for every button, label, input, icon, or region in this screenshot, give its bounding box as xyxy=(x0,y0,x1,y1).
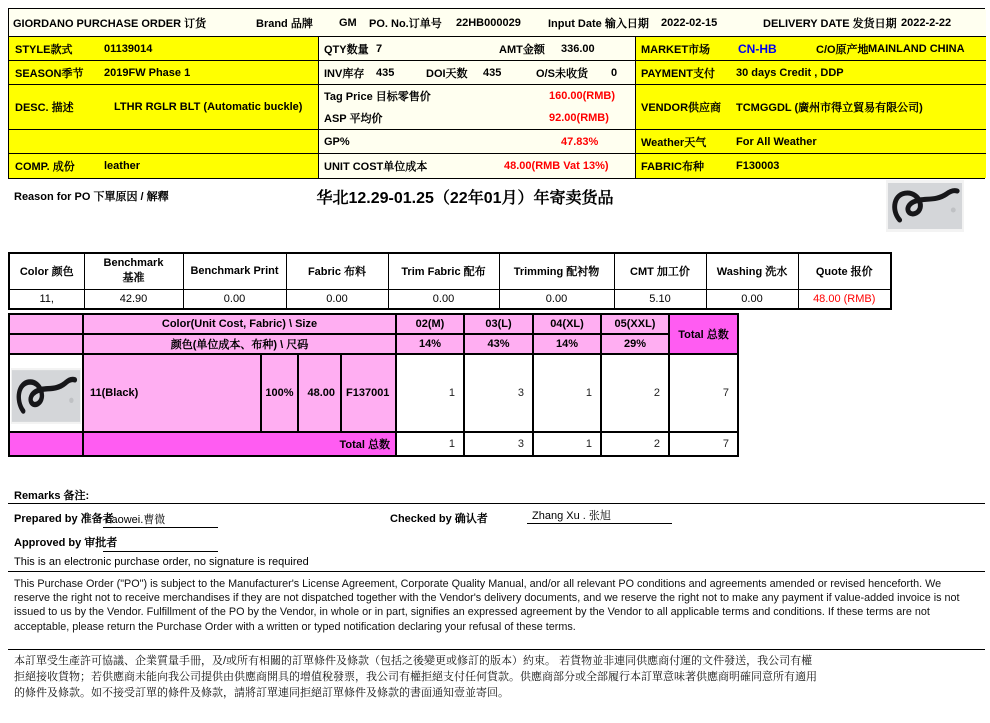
qty-amt-cell xyxy=(319,37,636,61)
approved-by-label: Approved by 审批者 xyxy=(14,537,118,549)
total-03l: 3 xyxy=(464,432,533,456)
divider-line-1 xyxy=(8,503,985,504)
price-cell xyxy=(319,85,636,130)
col-benchmark-print: Benchmark Print xyxy=(183,253,286,289)
col-fabric: Fabric 布料 xyxy=(286,253,388,289)
payment-value: 30 days Credit , DDP xyxy=(736,66,844,79)
legal-zh-line-3: 的條件及條款。如不接受訂單的條件及條款，請將訂單連同拒絕訂單條件及條款的書面通知壹並寄回。 xyxy=(14,686,509,699)
market-label: MARKET市场 xyxy=(641,43,711,56)
market-cell xyxy=(636,37,986,61)
total-04xl: 1 xyxy=(533,432,601,456)
cost-table-header-row xyxy=(9,253,891,289)
prepared-by-label: Prepared by 准备者 xyxy=(14,513,114,525)
po-reason-title: 华北12.29-01.25（22年01月）年寄卖货品 xyxy=(316,190,614,207)
size-header-row-2 xyxy=(9,334,738,354)
legal-terms-en: This Purchase Order ("PO") is subject to the Manufacturer's License Agreement, Corporate Quality Manual, and/or all relevant PO conditions and agreements amended or revised henceforth. We reserve the right not to receive merchandises if they are not dispatched together with the Vendor's delivery documents, and we reserve the right not to make any payment if value-added invoice is not issued to us by the Vendor. Fulfillment of the PO by the Vendor, in whole or in part, signifies an expressed agreement by the Vendor to all applicable terms and conditions. If these terms are not acceptable, please return the Purchase Order with a written or typed notification declaring your refusal of these terms. xyxy=(14,578,960,633)
size-header-title-cn: 颜色(单位成本、布种) \ 尺码 xyxy=(83,334,396,354)
qty-02m: 1 xyxy=(396,354,464,432)
size-total-row xyxy=(9,432,738,456)
ratio-05xxl: 29% xyxy=(601,334,669,354)
ratio-03l: 43% xyxy=(464,334,533,354)
prepared-signature-line xyxy=(103,527,218,528)
cost-breakdown-table xyxy=(8,252,892,310)
style-value: 01139014 xyxy=(104,42,153,55)
co-label: C/O原产地 xyxy=(816,43,869,56)
colorway-cost: 48.00 xyxy=(298,354,341,432)
doi-value: 435 xyxy=(483,66,502,79)
empty-yellow-cell xyxy=(9,130,319,154)
qty-label: QTY数量 xyxy=(324,43,369,56)
col-trimming: Trimming 配衬物 xyxy=(499,253,614,289)
divider-line-3 xyxy=(8,649,985,650)
comp-label: COMP. 成份 xyxy=(15,161,75,173)
doc-title: GIORDANO PURCHASE ORDER 订货 xyxy=(13,17,207,30)
grand-total: 7 xyxy=(669,432,738,456)
size-data-row xyxy=(9,354,738,432)
belt-photo-small xyxy=(11,368,81,424)
total-05xxl: 2 xyxy=(601,432,669,456)
checked-by-value: Zhang Xu . 张旭 xyxy=(532,510,611,522)
size-03l: 03(L) xyxy=(464,314,533,334)
size-header-title: Color(Unit Cost, Fabric) \ Size xyxy=(83,314,396,334)
checked-signature-line xyxy=(527,523,672,524)
style-cell xyxy=(9,37,319,61)
ratio-02m: 14% xyxy=(396,334,464,354)
col-washing: Washing 洗水 xyxy=(706,253,798,289)
electronic-note: This is an electronic purchase order, no signature is required xyxy=(14,556,309,568)
payment-label: PAYMENT支付 xyxy=(641,67,715,80)
quote-value: 48.00 (RMB) xyxy=(798,289,891,309)
vendor-value: TCMGGDL (廣州市得立貿易有限公司) xyxy=(736,102,923,114)
colorway-pct: 100% xyxy=(261,354,298,432)
co-value: MAINLAND CHINA xyxy=(868,42,965,55)
season-value: 2019FW Phase 1 xyxy=(104,66,191,79)
legal-zh-line-1: 本訂單受生產許可協議、企業質量手冊，及/或所有相關的訂單條件及條款（包括之後變更或修訂的版本）約束。 若貨物並非連同供應商付運的文件發送，我公司有權 xyxy=(14,655,813,667)
trim-fabric-value: 0.00 xyxy=(388,289,499,309)
season-label: SEASON季节 xyxy=(15,67,84,80)
market-value: CN-HB xyxy=(738,41,777,56)
qty-04xl: 1 xyxy=(533,354,601,432)
gp-cell xyxy=(319,130,636,154)
inv-label: INV库存 xyxy=(324,67,365,80)
amt-value: 336.00 xyxy=(561,42,595,55)
fabric-cost-value: 0.00 xyxy=(286,289,388,309)
vendor-cell xyxy=(636,85,986,130)
cost-table-data-row xyxy=(9,289,891,309)
inv-value: 435 xyxy=(376,66,395,79)
size-05xxl: 05(XXL) xyxy=(601,314,669,334)
legal-zh-line-2: 拒絕接收貨物；若供應商未能向我公司提供由供應商開具的增值稅發票，我公司有權拒絕支付任何貨款。供應商部分或全部履行本訂單意味著供應商明確同意所有適用 xyxy=(14,670,817,683)
qty-03l: 3 xyxy=(464,354,533,432)
vendor-label: VENDOR供应商 xyxy=(641,102,722,114)
tag-price-label: Tag Price 目标零售价 xyxy=(324,91,431,103)
payment-cell xyxy=(636,61,986,85)
desc-cell xyxy=(9,85,319,130)
doi-label: DOI天数 xyxy=(426,67,468,80)
desc-label: DESC. 描述 xyxy=(15,102,74,114)
belt-photo-graphic xyxy=(886,180,964,232)
weather-cell xyxy=(636,130,986,154)
asp-row xyxy=(319,107,635,129)
total-02m: 1 xyxy=(396,432,464,456)
amt-label: AMT金额 xyxy=(499,43,545,56)
size-header-image-spacer-2 xyxy=(9,334,83,354)
size-header-row-1 xyxy=(9,314,738,334)
remarks-label: Remarks 备注: xyxy=(14,490,90,502)
po-number-label: PO. No.订单号 xyxy=(369,17,442,30)
asp-value: 92.00(RMB) xyxy=(549,112,609,124)
tag-price-row xyxy=(319,85,635,107)
total-header: Total 总数 xyxy=(669,314,738,354)
row-belt-photo-cell xyxy=(9,354,83,432)
col-trim-fabric: Trim Fabric 配布 xyxy=(388,253,499,289)
delivery-date-value: 2022-2-22 xyxy=(901,16,952,29)
comp-value: leather xyxy=(104,160,141,172)
cmt-value: 5.10 xyxy=(614,289,706,309)
po-number-value: 22HB000029 xyxy=(456,16,521,29)
ratio-04xl: 14% xyxy=(533,334,601,354)
prepared-by-value: caowei.曹微 xyxy=(106,514,166,526)
po-header-block xyxy=(8,8,985,179)
desc-value: LTHR RGLR BLT (Automatic buckle) xyxy=(114,101,303,113)
unit-cost-value: 48.00(RMB Vat 13%) xyxy=(504,160,609,172)
qty-row-total: 7 xyxy=(669,354,738,432)
benchmark-print-value: 0.00 xyxy=(183,289,286,309)
input-date-value: 2022-02-15 xyxy=(661,16,718,29)
gp-label: GP% xyxy=(324,135,350,148)
comp-cell xyxy=(9,154,319,178)
total-row-spacer xyxy=(9,432,83,456)
size-header-image-spacer xyxy=(9,314,83,334)
colorway-name: 11(Black) xyxy=(83,354,261,432)
weather-value: For All Weather xyxy=(736,135,817,148)
unit-cost-cell xyxy=(319,154,636,178)
colorway-fabric: F137001 xyxy=(341,354,396,432)
banner-row xyxy=(9,9,986,37)
fabric-label: FABRIC布种 xyxy=(641,161,704,173)
total-row-label: Total 总数 xyxy=(83,432,396,456)
washing-value: 0.00 xyxy=(706,289,798,309)
brand-label: Brand 品牌 xyxy=(256,17,313,30)
approved-signature-line xyxy=(103,551,218,552)
col-color: Color 颜色 xyxy=(9,253,84,289)
qty-05xxl: 2 xyxy=(601,354,669,432)
os-label: O/S未收货 xyxy=(536,67,588,80)
input-date-label: Input Date 输入日期 xyxy=(548,17,649,30)
season-cell xyxy=(9,61,319,85)
tag-price-value: 160.00(RMB) xyxy=(549,90,616,102)
unit-cost-label: UNIT COST单位成本 xyxy=(324,161,428,173)
weather-label: Weather天气 xyxy=(641,136,707,149)
gp-value: 47.83% xyxy=(561,135,599,148)
size-04xl: 04(XL) xyxy=(533,314,601,334)
trimming-value: 0.00 xyxy=(499,289,614,309)
color-value: 11, xyxy=(9,289,84,309)
col-cmt: CMT 加工价 xyxy=(614,253,706,289)
divider-line-2 xyxy=(8,571,985,572)
style-label: STYLE款式 xyxy=(15,43,73,56)
size-breakdown-table xyxy=(8,313,739,457)
qty-value: 7 xyxy=(376,42,383,55)
brand-value: GM xyxy=(339,16,357,29)
col-quote: Quote 报价 xyxy=(798,253,891,289)
fabric-value: F130003 xyxy=(736,160,780,172)
col-benchmark: Benchmark 基准 xyxy=(84,253,183,289)
fabric-cell xyxy=(636,154,986,178)
belt-product-photo xyxy=(886,180,964,232)
size-02m: 02(M) xyxy=(396,314,464,334)
checked-by-label: Checked by 确认者 xyxy=(390,513,488,525)
benchmark-value: 42.90 xyxy=(84,289,183,309)
os-value: 0 xyxy=(611,66,618,79)
asp-label: ASP 平均价 xyxy=(324,113,383,125)
delivery-date-label: DELIVERY DATE 发货日期 xyxy=(763,17,897,30)
legal-terms-zh xyxy=(14,654,982,701)
reason-for-po-label: Reason for PO 下單原因 / 解釋 xyxy=(14,191,169,203)
inventory-cell xyxy=(319,61,636,85)
